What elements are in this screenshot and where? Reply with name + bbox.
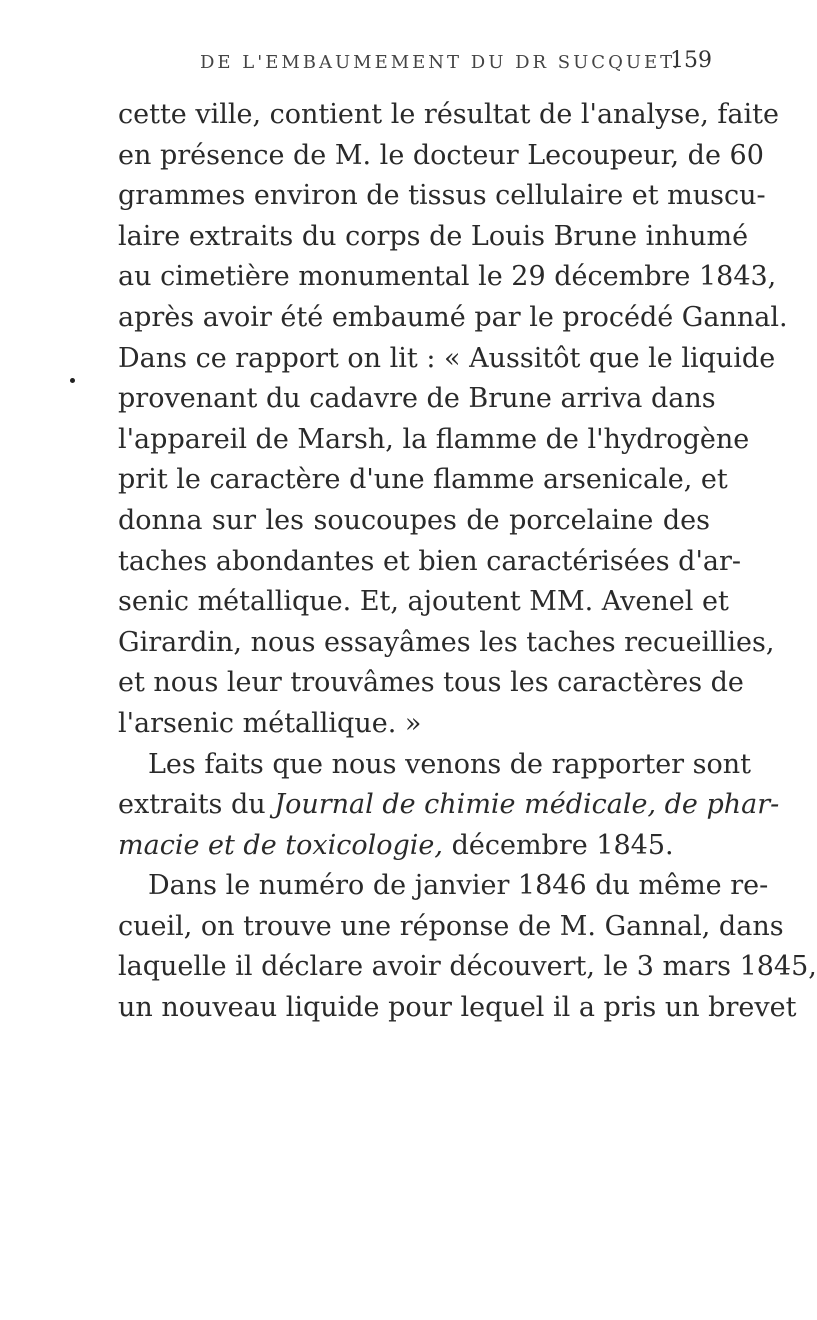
text-line: taches abondantes et bien caractérisées d'ar- [118, 545, 742, 577]
body-text [118, 95, 817, 1029]
text-line: laquelle il déclare avoir découvert, le 3 mars 1845, [118, 951, 817, 983]
text-line: un nouveau liquide pour lequel il a pris un brevet [118, 992, 797, 1024]
running-head: DE L'EMBAUMEMENT DU DR SUCQUET. [200, 52, 682, 73]
journal-title-cont: macie et de toxicologie, [118, 829, 443, 861]
text-line: l'appareil de Marsh, la flamme de l'hydrogène [118, 423, 750, 455]
text-line: donna sur les soucoupes de porcelaine des [118, 504, 710, 536]
text-line: grammes environ de tissus cellulaire et muscu- [118, 180, 766, 212]
text-line: Dans ce rapport on lit : « Aussitôt que le liquide [118, 342, 776, 374]
text-line: après avoir été embaumé par le procédé Gannal. [118, 301, 788, 333]
text-line: laire extraits du corps de Louis Brune inhumé [118, 220, 749, 252]
text-line: et nous leur trouvâmes tous les caractères de [118, 667, 744, 699]
text-run: décembre 1845. [443, 829, 674, 861]
margin-dot [70, 378, 75, 383]
text-line: Les faits que nous venons de rapporter sont [148, 748, 752, 780]
page-number: 159 [670, 48, 712, 73]
text-line: en présence de M. le docteur Lecoupeur, de 60 [118, 139, 764, 171]
text-line: provenant du cadavre de Brune arriva dans [118, 383, 716, 415]
text-line: prit le caractère d'une flamme arsenicale, et [118, 464, 728, 496]
text-line: cueil, on trouve une réponse de M. Gannal, dans [118, 910, 784, 942]
text-line: senic métallique. Et, ajoutent MM. Avenel et [118, 586, 729, 618]
text-line: cette ville, contient le résultat de l'analyse, faite [118, 99, 779, 130]
text-run: extraits du [118, 789, 275, 821]
text-line [118, 826, 710, 867]
text-line: l'arsenic métallique. » [118, 707, 422, 739]
text-line: Girardin, nous essayâmes les taches recueillies, [118, 626, 775, 658]
text-line: Dans le numéro de janvier 1846 du même re- [148, 870, 769, 902]
journal-title: Journal de chimie médicale, de phar- [274, 789, 780, 821]
text-line: au cimetière monumental le 29 décembre 1843, [118, 261, 777, 293]
text-line [118, 785, 780, 826]
